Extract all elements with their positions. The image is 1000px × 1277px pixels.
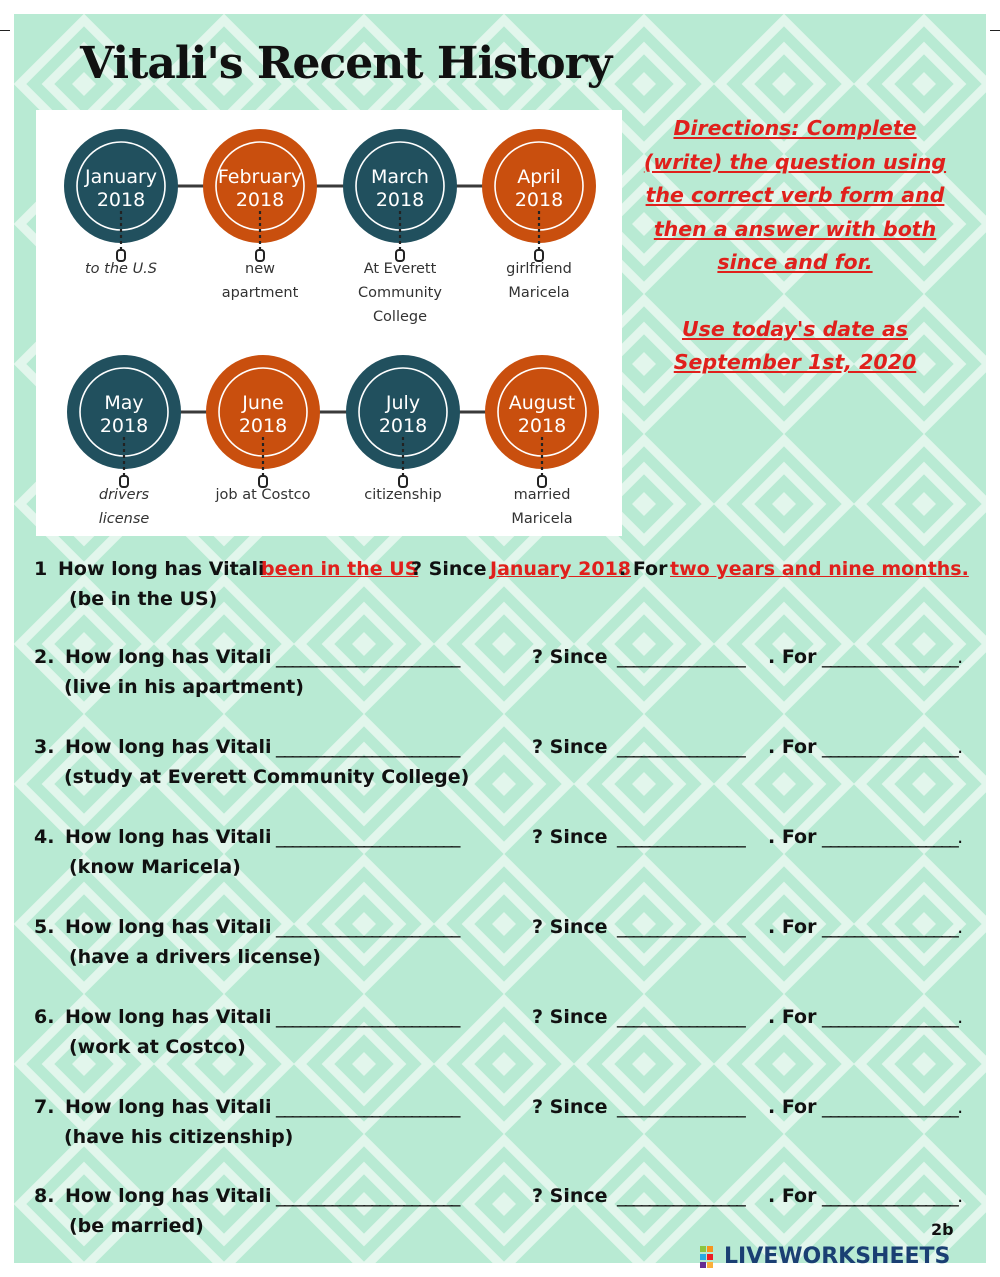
- question-hint: (live in his apartment): [64, 676, 304, 698]
- for-answer-blank[interactable]: _________________.: [822, 736, 962, 758]
- verb-answer-blank[interactable]: _______________________: [276, 736, 459, 758]
- timeline-marker: [120, 476, 128, 487]
- for-label: . For: [768, 1096, 817, 1118]
- for-answer-blank[interactable]: _________________.: [822, 1096, 962, 1118]
- question-item: [34, 1185, 964, 1237]
- timeline-node: [343, 129, 457, 325]
- verb-answer-blank[interactable]: _______________________: [276, 646, 459, 668]
- timeline-caption: Maricela: [511, 511, 573, 527]
- since-label: ? Since: [532, 826, 608, 848]
- question-hint: (know Maricela): [69, 856, 241, 878]
- for-answer-blank[interactable]: _________________.: [822, 646, 962, 668]
- question-number: 4.: [34, 826, 55, 848]
- question-item: [34, 646, 964, 698]
- question-stem: How long has Vitali: [65, 1185, 272, 1207]
- for-label: . For: [768, 736, 817, 758]
- example-answer-verb: been in the US: [261, 558, 419, 580]
- timeline-year: 2018: [375, 189, 425, 211]
- for-answer-blank[interactable]: _________________.: [822, 916, 962, 938]
- directions-line: then a answer with both: [653, 216, 937, 241]
- timeline-node: [203, 129, 317, 301]
- for-label: . For: [619, 558, 668, 580]
- directions-line: the correct verb form and: [645, 183, 945, 207]
- question-stem: How long has Vitali: [65, 826, 272, 848]
- right-edge-mark: [990, 30, 1000, 31]
- timeline-caption: citizenship: [364, 487, 442, 503]
- since-answer-blank[interactable]: ________________: [617, 1185, 745, 1207]
- directions-line: Directions: Complete: [673, 116, 917, 140]
- question-item: [34, 916, 964, 968]
- question-item: [34, 826, 964, 878]
- since-answer-blank[interactable]: ________________: [617, 1096, 745, 1118]
- timeline-month: March: [371, 166, 429, 188]
- question-stem: How long has Vitali: [65, 1006, 272, 1028]
- timeline-month: January: [84, 166, 158, 188]
- liveworksheets-logo: [700, 1244, 990, 1270]
- timeline-year: 2018: [96, 189, 146, 211]
- timeline-caption: College: [372, 309, 428, 325]
- question-hint: (have a drivers license): [69, 946, 321, 968]
- example-question: [34, 558, 969, 610]
- question-number: 5.: [34, 916, 55, 938]
- date-instruction-line: Use today's date as: [681, 316, 908, 341]
- verb-answer-blank[interactable]: _______________________: [276, 826, 459, 848]
- question-stem: How long has Vitali: [65, 1096, 272, 1118]
- timeline-caption: new: [245, 261, 275, 277]
- since-label: ? Since: [532, 1096, 608, 1118]
- question-item: [34, 1006, 964, 1058]
- timeline-year: 2018: [238, 415, 288, 437]
- timeline-caption: apartment: [221, 285, 299, 301]
- question-stem: How long has Vitali: [65, 646, 272, 668]
- timeline-marker: [538, 476, 546, 487]
- verb-answer-blank[interactable]: _______________________: [276, 1096, 459, 1118]
- verb-answer-blank[interactable]: _______________________: [276, 1185, 459, 1207]
- timeline-year: 2018: [517, 415, 567, 437]
- timeline-year: 2018: [99, 415, 149, 437]
- question-number: 7.: [34, 1096, 55, 1118]
- since-label: ? Since: [532, 916, 608, 938]
- question-number: 6.: [34, 1006, 55, 1028]
- question-stem: How long has Vitali: [65, 736, 272, 758]
- question-item: [34, 1096, 964, 1148]
- timeline-caption: Maricela: [508, 285, 570, 301]
- for-label: . For: [768, 646, 817, 668]
- for-label: . For: [768, 1185, 817, 1207]
- timeline-caption: Community: [358, 285, 442, 301]
- timeline-caption: drivers: [98, 487, 150, 503]
- timeline-node: [346, 355, 460, 503]
- verb-answer-blank[interactable]: _______________________: [276, 1006, 459, 1028]
- timeline-node: [485, 355, 599, 527]
- question-number: 8.: [34, 1185, 55, 1207]
- timeline-marker: [256, 250, 264, 261]
- timeline-caption: At Everett: [363, 261, 437, 277]
- timeline-marker: [117, 250, 125, 261]
- question-hint: (work at Costco): [69, 1036, 246, 1058]
- timeline-year: 2018: [235, 189, 285, 211]
- timeline-marker: [535, 250, 543, 261]
- timeline-graphic: [36, 110, 622, 536]
- for-answer-blank[interactable]: _________________.: [822, 1006, 962, 1028]
- question-stem: How long has Vitali: [58, 558, 265, 580]
- for-label: . For: [768, 916, 817, 938]
- verb-answer-blank[interactable]: _______________________: [276, 916, 459, 938]
- page-number: 2b: [931, 1220, 954, 1239]
- question-number: 2.: [34, 646, 55, 668]
- timeline-node: [64, 129, 178, 277]
- example-answer-for: two years and nine months.: [670, 558, 969, 580]
- timeline-month: June: [242, 392, 284, 414]
- since-label: ? Since: [532, 736, 608, 758]
- left-edge-mark: [0, 30, 10, 31]
- timeline-caption: to the U.S: [85, 261, 157, 277]
- directions-line: since and for.: [717, 250, 873, 274]
- timeline-marker: [396, 250, 404, 261]
- timeline-month: July: [385, 392, 421, 414]
- for-label: . For: [768, 826, 817, 848]
- question-number: 3.: [34, 736, 55, 758]
- timeline-caption: job at Costco: [215, 487, 311, 503]
- timeline-caption: girlfriend: [506, 261, 572, 277]
- since-answer-blank[interactable]: ________________: [617, 1006, 745, 1028]
- timeline-marker: [399, 476, 407, 487]
- question-stem: How long has Vitali: [65, 916, 272, 938]
- timeline-caption: license: [98, 511, 150, 527]
- timeline-year: 2018: [378, 415, 428, 437]
- directions-line: (write) the question using: [643, 149, 947, 174]
- for-answer-blank[interactable]: _________________.: [822, 1185, 962, 1207]
- since-label: ? Since: [532, 646, 608, 668]
- question-hint: (be in the US): [69, 588, 218, 610]
- since-label: ? Since: [411, 558, 487, 580]
- directions-box: [636, 112, 954, 380]
- for-answer-blank[interactable]: _________________.: [822, 826, 962, 848]
- timeline-node: [206, 355, 320, 503]
- example-answer-since: January 2018: [490, 558, 632, 580]
- timeline-year: 2018: [514, 189, 564, 211]
- logo-wordmark: LIVEWORKSHEETS: [724, 1244, 951, 1269]
- question-hint: (be married): [69, 1215, 204, 1237]
- timeline-panel: [36, 110, 622, 536]
- question-hint: (study at Everett Community College): [64, 766, 470, 788]
- question-number: 1: [34, 558, 48, 580]
- page-title: Vitali's Recent History: [80, 38, 612, 89]
- liveworksheets-logo-icon: [700, 1246, 720, 1268]
- since-answer-blank[interactable]: ________________: [617, 646, 745, 668]
- timeline-caption: married: [513, 487, 571, 503]
- timeline-month: February: [217, 166, 303, 188]
- since-answer-blank[interactable]: ________________: [617, 916, 745, 938]
- question-item: [34, 736, 964, 788]
- timeline-month: August: [508, 392, 576, 414]
- timeline-marker: [259, 476, 267, 487]
- since-label: ? Since: [532, 1006, 608, 1028]
- timeline-month: April: [517, 166, 561, 188]
- since-label: ? Since: [532, 1185, 608, 1207]
- timeline-node: [67, 355, 181, 527]
- timeline-node: [482, 129, 596, 301]
- since-answer-blank[interactable]: ________________: [617, 826, 745, 848]
- question-hint: (have his citizenship): [64, 1126, 294, 1148]
- for-label: . For: [768, 1006, 817, 1028]
- date-instruction-line: September 1st, 2020: [673, 350, 917, 374]
- timeline-month: May: [104, 392, 144, 414]
- since-answer-blank[interactable]: ________________: [617, 736, 745, 758]
